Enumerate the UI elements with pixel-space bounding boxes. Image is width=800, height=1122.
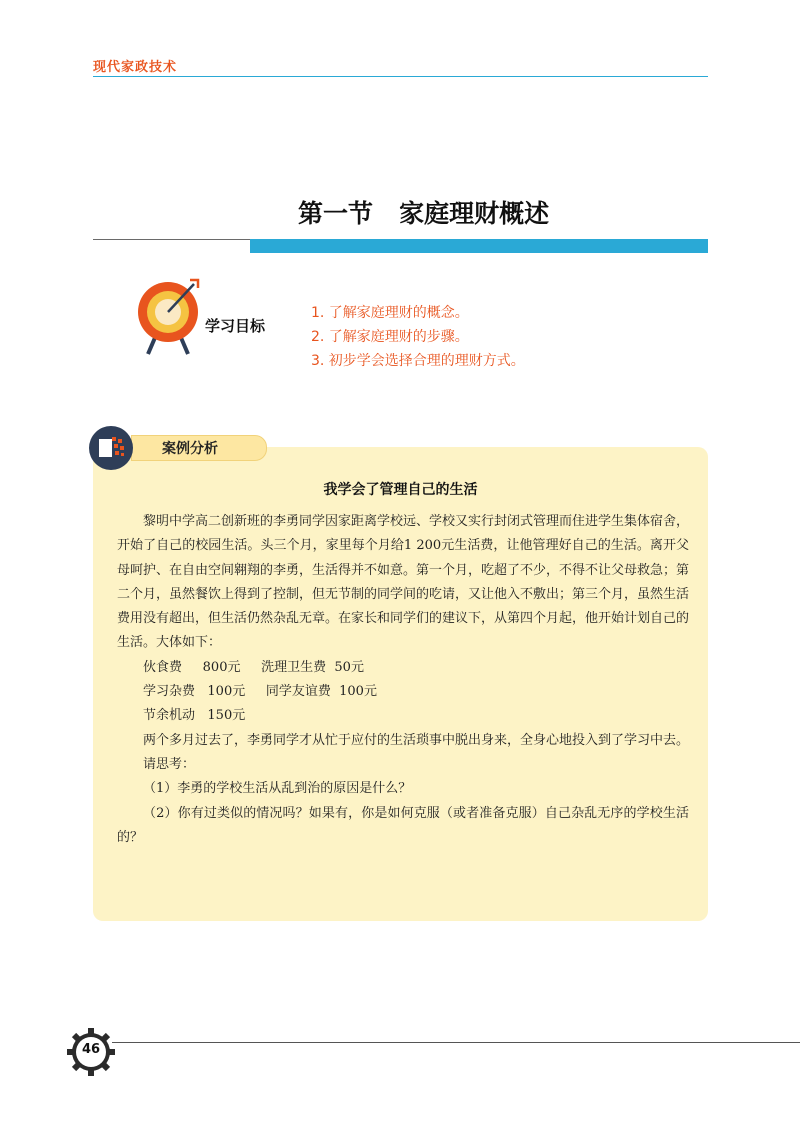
budget-line: 节余机动 150元 xyxy=(143,708,246,724)
section-title: 第一节 家庭理财概述 xyxy=(298,199,550,228)
think-label: 请思考： xyxy=(143,756,196,772)
page-number: 46 xyxy=(81,1042,101,1057)
objectives-label: 学习目标 xyxy=(205,317,266,335)
objective-item: 2. 了解家庭理财的步骤。 xyxy=(311,329,469,345)
case-paragraph: 两个多月过去了，李勇同学才从忙于应付的生活琐事中脱出身来，全身心地投入到了学习中去。 xyxy=(143,732,690,748)
objective-item: 1. 了解家庭理财的概念。 xyxy=(311,305,469,321)
case-body xyxy=(117,510,689,850)
footer-divider xyxy=(112,1042,800,1043)
title-accent-bar xyxy=(250,239,708,253)
case-title: 我学会了管理自己的生活 xyxy=(323,482,478,498)
budget-line: 伙食费 800元 洗理卫生费 50元 xyxy=(143,659,364,675)
book-title: 现代家政技术 xyxy=(93,60,178,75)
case-paragraph: 黎明中学高二创新班的李勇同学因家距离学校远、学校又实行封闭式管理而住进学生集体宿舍，开始了自己的校园生活。头三个月，家里每个月给1 200元生活费，让他管理好自己的生活。离开父母呵护、在自由空间翱翔的李勇，生活得并不如意。第一个月，吃超了不少，不得不让父母救急；第二个月，虽然餐饮上得到了控制，但无节制的同学间的吃请，又让他入不敷出；第三个月，虽然生活费用没有超出，但生活仍然杂乱无章。在家长和同学们的建议下，从第四个月起，他开始计划自己的生活。大体如下： xyxy=(117,514,690,651)
header-divider xyxy=(93,76,708,77)
objective-item: 3. 初步学会选择合理的理财方式。 xyxy=(311,353,525,369)
case-analysis-icon xyxy=(88,425,134,471)
question-2: （2）你有过类似的情况吗？如果有，你是如何克服（或者准备克服）自己杂乱无序的学校生活的？ xyxy=(117,805,689,845)
budget-line: 学习杂费 100元 同学友谊费 100元 xyxy=(143,684,377,700)
target-icon xyxy=(128,276,208,356)
objectives-list xyxy=(311,301,525,373)
question-1: （1）李勇的学校生活从乱到治的原因是什么？ xyxy=(143,781,412,797)
case-tab-label: 案例分析 xyxy=(162,441,218,457)
